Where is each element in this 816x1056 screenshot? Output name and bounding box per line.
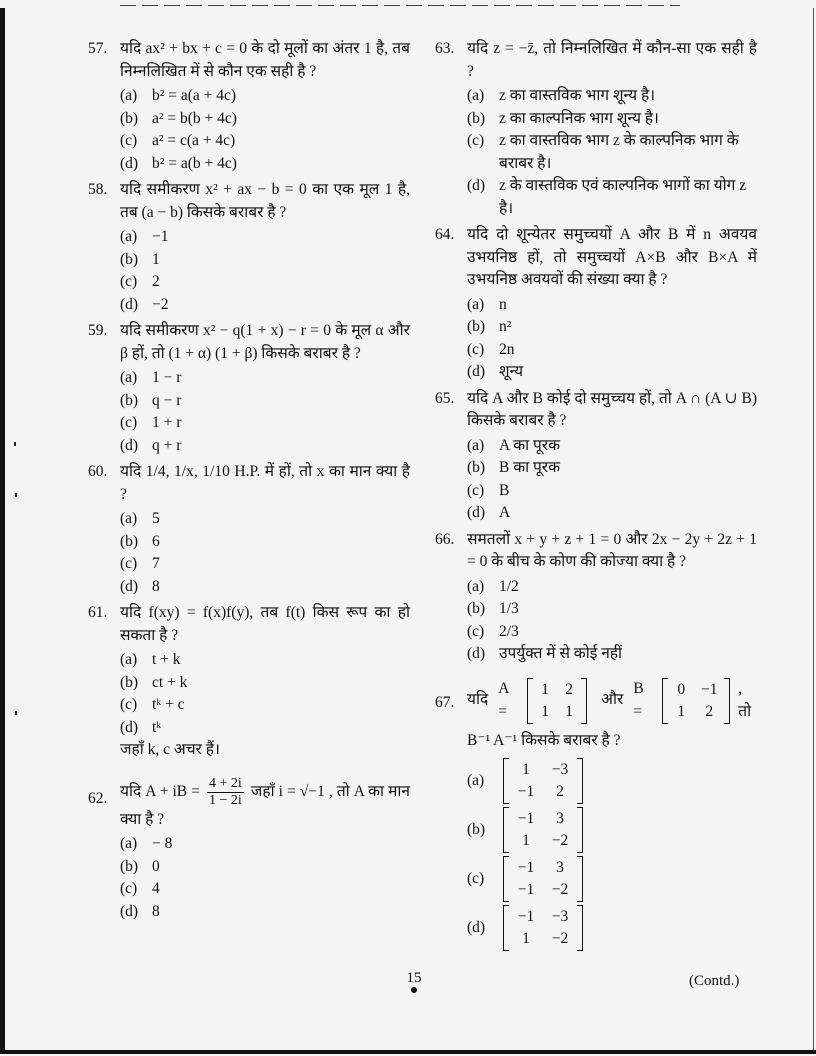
option-a[interactable]: (a) − 8 xyxy=(120,835,173,852)
fraction: $\frac{4 + 2i}{1 - 2i}$ xyxy=(209,775,242,808)
left-column xyxy=(88,38,410,927)
question-text: यदि A और B कोई दो समुच्चय हों, तो A ∩ (A ∪ B) किसके बराबर है ? xyxy=(467,389,757,429)
option-c[interactable]: (c) B xyxy=(467,481,510,499)
scan-border-left xyxy=(0,8,5,1053)
option-c[interactable]: (c) tᵏ + c xyxy=(120,696,185,713)
option-b[interactable]: (b) 1/3 xyxy=(467,600,519,617)
scan-speck xyxy=(15,711,17,715)
bullet-dot-icon xyxy=(411,987,417,993)
question-62 xyxy=(88,776,410,924)
option-a[interactable]: (a) 5 xyxy=(120,510,160,527)
option-c[interactable]: (c) a² = c(a + 4c) xyxy=(120,132,236,149)
question-text: यदि समीकरण x² + ax − b = 0 का एक मूल 1 है, तब (a − b) किसके बराबर है ? xyxy=(120,181,410,221)
options-list xyxy=(467,294,757,384)
option-d[interactable]: (d) tᵏ xyxy=(120,718,162,736)
option-b[interactable]: (b) z का काल्पनिक भाग शून्य है। xyxy=(467,109,659,127)
scan-speck xyxy=(15,493,17,497)
option-a[interactable]: (a) A का पूरक xyxy=(467,436,561,454)
option-a[interactable]: (a) −1 xyxy=(120,228,169,245)
question-text: यदि A + iB = $\frac{4 + 2i}{1 - 2i}$ जहाँ i = √−1 , तो A का मान क्या है ? xyxy=(120,775,411,828)
question-number: 65. xyxy=(435,389,455,407)
question-60 xyxy=(88,461,410,598)
option-d[interactable]: (d) −1 −3 1 −2 xyxy=(467,905,757,951)
option-a[interactable]: (a) 1 − r xyxy=(120,369,182,386)
option-a[interactable]: (a) t + k xyxy=(120,651,181,668)
option-d[interactable]: (d) शून्य xyxy=(467,363,524,380)
question-61 xyxy=(88,602,410,762)
option-a[interactable]: (a) 1 −3 −1 2 xyxy=(467,758,757,804)
option-a[interactable]: (a) b² = a(a + 4c) xyxy=(120,87,237,104)
question-number: 61. xyxy=(88,604,108,621)
question-number: 67. xyxy=(435,693,455,711)
question-number: 57. xyxy=(88,40,108,57)
option-b[interactable]: (b) −1 3 1 −2 xyxy=(467,807,757,853)
option-a[interactable]: (a) n xyxy=(467,295,507,313)
option-b[interactable]: (b) 6 xyxy=(120,532,160,550)
option-b[interactable]: (b) 1 xyxy=(120,250,160,268)
question-text: यदि 1/4, 1/x, 1/10 H.P. में हों, तो x का मान क्या है ? xyxy=(120,463,410,503)
question-59 xyxy=(88,320,410,457)
question-63 xyxy=(435,38,757,220)
option-b[interactable]: (b) a² = b(b + 4c) xyxy=(120,109,237,127)
option-c[interactable]: (c) z का वास्तविक भाग z के काल्पनिक भाग के बराबर है। xyxy=(467,132,739,172)
matrix-option: −1 −3 1 −2 xyxy=(503,905,583,951)
option-b[interactable]: (b) n² xyxy=(467,318,512,335)
option-d[interactable]: (d) z के वास्तविक एवं काल्पनिक भागों का योग z है। xyxy=(467,177,747,217)
options-list xyxy=(120,833,410,923)
question-67 xyxy=(435,678,757,952)
right-column xyxy=(435,38,757,955)
matrix-option: 1 −3 −1 2 xyxy=(503,758,583,804)
question-number: 62. xyxy=(88,789,108,807)
option-c[interactable]: (c) −1 3 −1 −2 xyxy=(467,856,757,902)
question-text: यदि f(xy) = f(x)f(y), तब f(t) किस रूप का हो सकता है ? xyxy=(120,604,410,644)
options-list xyxy=(467,758,757,951)
question-number: 64. xyxy=(435,226,455,243)
continued-label: (Contd.) xyxy=(689,973,740,989)
matrix-option: −1 3 −1 −2 xyxy=(503,856,583,902)
option-d[interactable]: (d) उपर्युक्त में से कोई नहीं xyxy=(467,645,623,662)
option-d[interactable]: (d) 8 xyxy=(120,577,160,595)
option-c[interactable]: (c) 1 + r xyxy=(120,414,182,431)
options-list xyxy=(120,367,410,457)
question-number: 63. xyxy=(435,40,455,57)
question-text-line2: B⁻¹ A⁻¹ किसके बराबर है ? xyxy=(467,731,621,749)
question-66 xyxy=(435,529,757,666)
matrix-B: 0 −1 1 2 xyxy=(662,678,730,724)
question-number: 66. xyxy=(435,530,455,548)
option-d[interactable]: (d) q + r xyxy=(120,436,182,454)
options-list xyxy=(120,85,410,175)
option-c[interactable]: (c) 2/3 xyxy=(467,622,519,640)
constants-note: जहाँ k, c अचर हैं। xyxy=(120,741,220,758)
page-number: 15 xyxy=(402,970,426,993)
options-list xyxy=(467,576,757,666)
options-list xyxy=(467,85,757,220)
scan-border-bottom xyxy=(0,1050,816,1054)
top-scan-dashes xyxy=(120,5,680,6)
question-text: समतलों x + y + z + 1 = 0 और 2x − 2y + 2z + 1 = 0 के बीच के कोण की कोज्या क्या है ? xyxy=(467,530,757,570)
options-list xyxy=(120,649,410,762)
question-57 xyxy=(88,38,410,175)
option-a[interactable]: (a) 1/2 xyxy=(467,577,519,595)
scan-speck xyxy=(14,442,16,446)
option-d[interactable]: (d) b² = a(b + 4c) xyxy=(120,154,237,172)
matrix-A: 1 2 1 1 xyxy=(527,678,587,724)
option-c[interactable]: (c) 2n xyxy=(467,340,515,358)
question-number: 58. xyxy=(88,181,108,198)
question-text: यदि ax² + bx + c = 0 के दो मूलों का अंतर 1 है, तब निम्नलिखित में से कौन एक सही है ? xyxy=(120,40,410,80)
question-58 xyxy=(88,179,410,316)
question-number: 59. xyxy=(88,322,108,339)
scan-border-right xyxy=(813,8,814,1053)
option-c[interactable]: (c) 2 xyxy=(120,273,160,290)
option-b[interactable]: (b) ct + k xyxy=(120,673,188,691)
option-a[interactable]: (a) z का वास्तविक भाग शून्य है। xyxy=(467,87,656,104)
options-list xyxy=(120,226,410,316)
option-b[interactable]: (b) 0 xyxy=(120,857,160,875)
option-d[interactable]: (d) −2 xyxy=(120,295,169,313)
option-c[interactable]: (c) 4 xyxy=(120,880,160,897)
question-number: 60. xyxy=(88,463,108,480)
matrix-option: −1 3 1 −2 xyxy=(503,807,583,853)
question-text: यदि दो शून्येतर समुच्चयों A और B में n अवयव उभयनिष्ठ हों, तो समुच्चयों A×B और B×A में उभयनिष्ठ अवयवों की संख्या क्या है ? xyxy=(467,226,757,288)
question-text: यदि z = −z̄, तो निम्नलिखित में कौन-सा एक सही है ? xyxy=(467,40,757,80)
option-d[interactable]: (d) 8 xyxy=(120,902,160,920)
options-list xyxy=(120,508,410,598)
question-65 xyxy=(435,388,757,525)
option-b[interactable]: (b) B का पूरक xyxy=(467,459,561,476)
question-text: यदि समीकरण x² − q(1 + x) − r = 0 के मूल α और β हों, तो (1 + α) (1 + β) किसके बराबर है ? xyxy=(120,322,410,362)
option-d[interactable]: (d) A xyxy=(467,504,511,521)
option-b[interactable]: (b) q − r xyxy=(120,391,182,409)
question-text: यदि A = 1 2 1 1 और B = 0 −1 1 2 , तो xyxy=(467,678,757,724)
question-64 xyxy=(435,224,757,384)
options-list xyxy=(467,435,757,525)
option-c[interactable]: (c) 7 xyxy=(120,555,160,572)
